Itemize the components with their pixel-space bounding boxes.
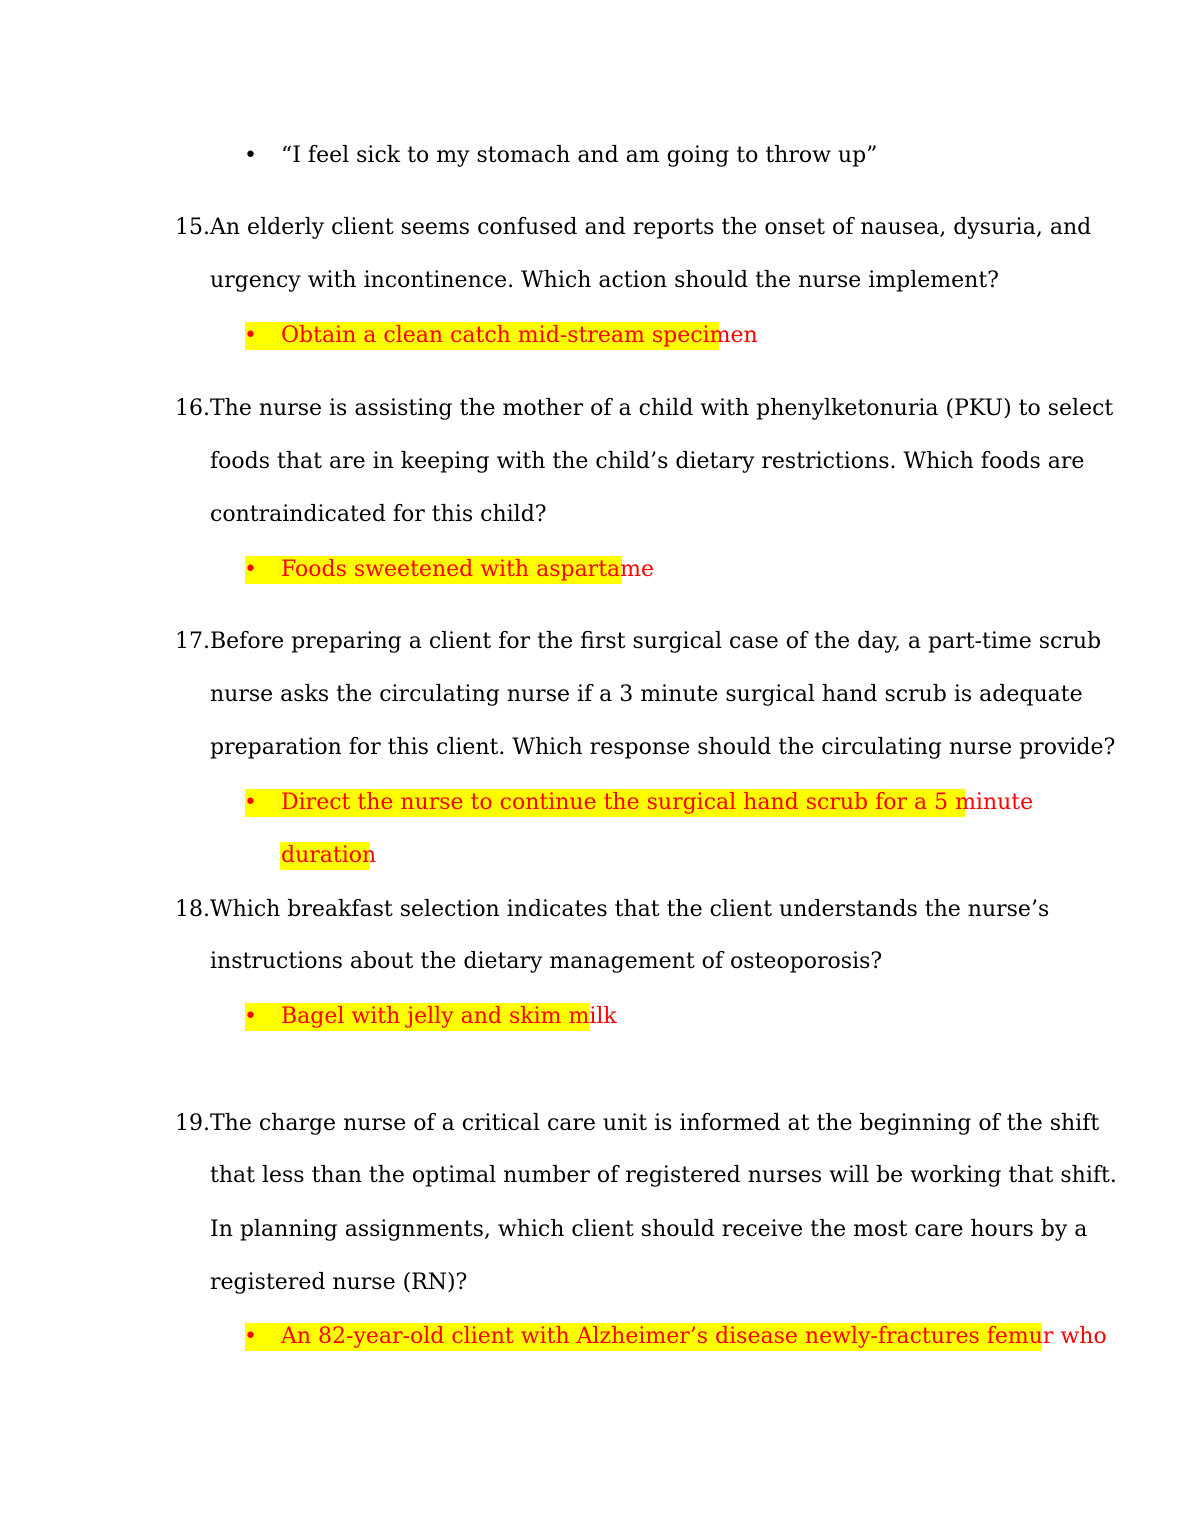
- question-number: 17.: [175, 629, 210, 654]
- question-text-line: urgency with incontinence. Which action should the nurse implement?: [210, 268, 999, 293]
- bullet-icon: •: [244, 143, 257, 168]
- answer-text: Direct the nurse to continue the surgical hand scrub for a 5 minute: [281, 790, 1034, 815]
- question-text-line: instructions about the dietary management of osteoporosis?: [210, 949, 883, 974]
- bullet-icon: •: [244, 1324, 257, 1349]
- bullet-icon: •: [244, 790, 257, 815]
- question-text-line: that less than the optimal number of registered nurses will be working that shift.: [210, 1163, 1117, 1188]
- question-text-line: foods that are in keeping with the child’s dietary restrictions. Which foods are: [210, 449, 1085, 474]
- bullet-icon: •: [244, 323, 257, 348]
- question-number: 16.: [175, 396, 210, 421]
- question-text-line: nurse asks the circulating nurse if a 3 minute surgical hand scrub is adequate: [210, 682, 1083, 707]
- question-text-line: contraindicated for this child?: [210, 502, 547, 527]
- question-text-line: An elderly client seems confused and reports the onset of nausea, dysuria, and: [210, 215, 1092, 240]
- prev-answer-text: “I feel sick to my stomach and am going to throw up”: [281, 143, 878, 168]
- bullet-icon: •: [244, 557, 257, 582]
- question-text-line: The charge nurse of a critical care unit is informed at the beginning of the shift: [210, 1111, 1100, 1136]
- question-number: 18.: [175, 897, 210, 922]
- question-text-line: Before preparing a client for the first surgical case of the day, a part-time scrub: [210, 629, 1102, 654]
- question-text-line: registered nurse (RN)?: [210, 1270, 468, 1295]
- question-text-line: In planning assignments, which client should receive the most care hours by a: [210, 1217, 1088, 1242]
- answer-text: Bagel with jelly and skim milk: [281, 1004, 617, 1029]
- answer-text: An 82-year-old client with Alzheimer’s disease newly-fractures femur who: [281, 1324, 1107, 1349]
- question-number: 19.: [175, 1111, 210, 1136]
- answer-text: Obtain a clean catch mid-stream specimen: [281, 323, 758, 348]
- question-text-line: The nurse is assisting the mother of a child with phenylketonuria (PKU) to select: [210, 396, 1114, 421]
- question-number: 15.: [175, 215, 210, 240]
- answer-text: duration: [281, 843, 377, 868]
- question-text-line: preparation for this client. Which response should the circulating nurse provide?: [210, 735, 1116, 760]
- question-text-line: Which breakfast selection indicates that the client understands the nurse’s: [210, 897, 1050, 922]
- bullet-icon: •: [244, 1004, 257, 1029]
- answer-text: Foods sweetened with aspartame: [281, 557, 655, 582]
